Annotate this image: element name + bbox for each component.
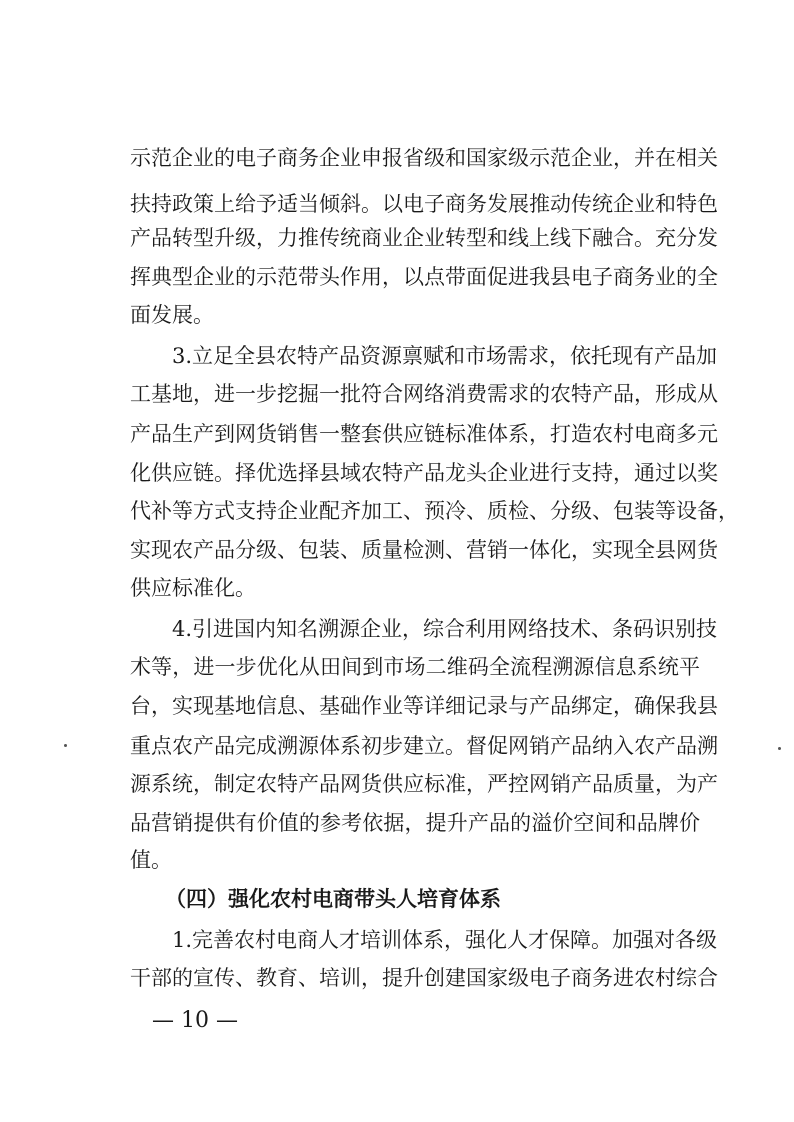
paragraph-2-line-2: 工基地，进一步挖掘一批符合网络消费需求的农特产品，形成从 [130, 382, 718, 406]
paragraph-2-line-4: 化供应链。择优选择县域农特产品龙头企业进行支持，通过以奖 [130, 461, 718, 485]
paragraph-3-line-2: 术等，进一步优化从田间到市场二维码全流程溯源信息系统平 [130, 655, 700, 679]
paragraph-3-line-4: 重点农产品完成溯源体系初步建立。督促网销产品纳入农产品溯 [130, 734, 718, 758]
paragraph-4-line-1: 1.完善农村电商人才培训体系，强化人才保障。加强对各级 [172, 928, 718, 952]
paragraph-2-line-5: 代补等方式支持企业配齐加工、预冷、质检、分级、包装等设备， [130, 499, 739, 523]
scan-speck [778, 747, 781, 750]
paragraph-3-line-5: 源系统，制定农特产品网货供应标准，严控网销产品质量，为产 [130, 772, 718, 796]
paragraph-4-line-2: 干部的宣传、教育、培训，提升创建国家级电子商务进农村综合 [130, 966, 718, 990]
paragraph-1-line-3: 产品转型升级，力推传统商业企业转型和线上线下融合。充分发 [130, 226, 718, 250]
paragraph-2-line-7: 供应标准化。 [130, 576, 256, 600]
paragraph-3-line-7: 值。 [130, 848, 172, 872]
paragraph-2-line-3: 产品生产到网货销售一整套供应链标准体系，打造农村电商多元 [130, 422, 718, 446]
section-heading: （四）强化农村电商带头人培育体系 [165, 887, 501, 911]
paragraph-3-line-6: 品营销提供有价值的参考依据，提升产品的溢价空间和品牌价 [130, 811, 700, 835]
page-number: — 10 — [152, 1008, 238, 1033]
scan-speck [64, 744, 67, 747]
paragraph-1-line-1: 示范企业的电子商务企业申报省级和国家级示范企业，并在相关 [130, 146, 718, 170]
paragraph-2-line-1: 3.立足全县农特产品资源禀赋和市场需求，依托现有产品加 [172, 344, 718, 368]
paragraph-1-line-2: 扶持政策上给予适当倾斜。以电子商务发展推动传统企业和特色 [130, 192, 718, 216]
paragraph-1-line-4: 挥典型企业的示范带头作用，以点带面促进我县电子商务业的全 [130, 265, 718, 289]
paragraph-3-line-1: 4.引进国内知名溯源企业，综合利用网络技术、条码识别技 [172, 617, 718, 641]
paragraph-3-line-3: 台，实现基地信息、基础作业等详细记录与产品绑定，确保我县 [130, 694, 718, 718]
paragraph-2-line-6: 实现农产品分级、包装、质量检测、营销一体化，实现全县网货 [130, 538, 718, 562]
paragraph-1-line-5: 面发展。 [130, 303, 214, 327]
